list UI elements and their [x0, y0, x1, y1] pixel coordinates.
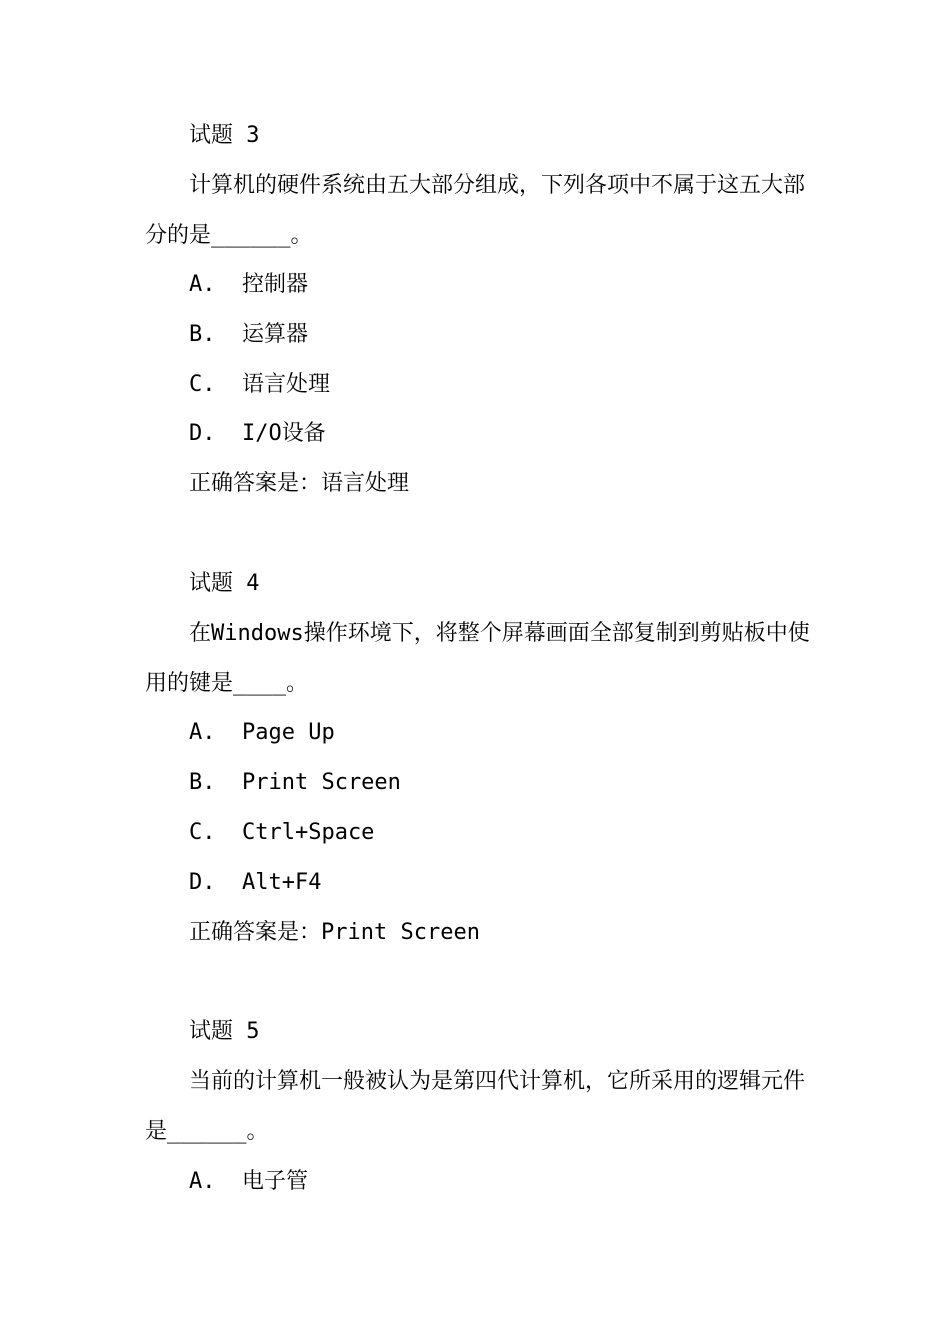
option-a: A. 电子管 [189, 1169, 308, 1194]
option-a: A. 控制器 [189, 272, 308, 297]
correct-answer: 正确答案是：语言处理 [189, 471, 410, 496]
question-stem-continuation: 分的是______。 [145, 223, 313, 248]
question-heading: 试题 4 [189, 571, 260, 596]
option-b: B. Print Screen [189, 770, 401, 795]
option-d: D. I/O设备 [189, 421, 326, 446]
question-stem: 在Windows操作环境下，将整个屏幕画面全部复制到剪贴板中使 [189, 621, 810, 646]
question-heading: 试题 3 [189, 123, 260, 148]
question-heading: 试题 5 [189, 1019, 260, 1044]
option-d: D. Alt+F4 [189, 870, 322, 895]
question-stem: 计算机的硬件系统由五大部分组成，下列各项中不属于这五大部 [189, 173, 806, 198]
option-c: C. Ctrl+Space [189, 820, 375, 845]
question-stem: 当前的计算机一般被认为是第四代计算机，它所采用的逻辑元件 [189, 1069, 806, 1094]
option-b: B. 运算器 [189, 322, 308, 347]
option-a: A. Page Up [189, 720, 335, 745]
question-stem-continuation: 是______。 [145, 1119, 269, 1144]
option-c: C. 语言处理 [189, 372, 330, 397]
correct-answer: 正确答案是：Print Screen [189, 920, 480, 945]
question-stem-continuation: 用的键是____。 [145, 671, 308, 696]
